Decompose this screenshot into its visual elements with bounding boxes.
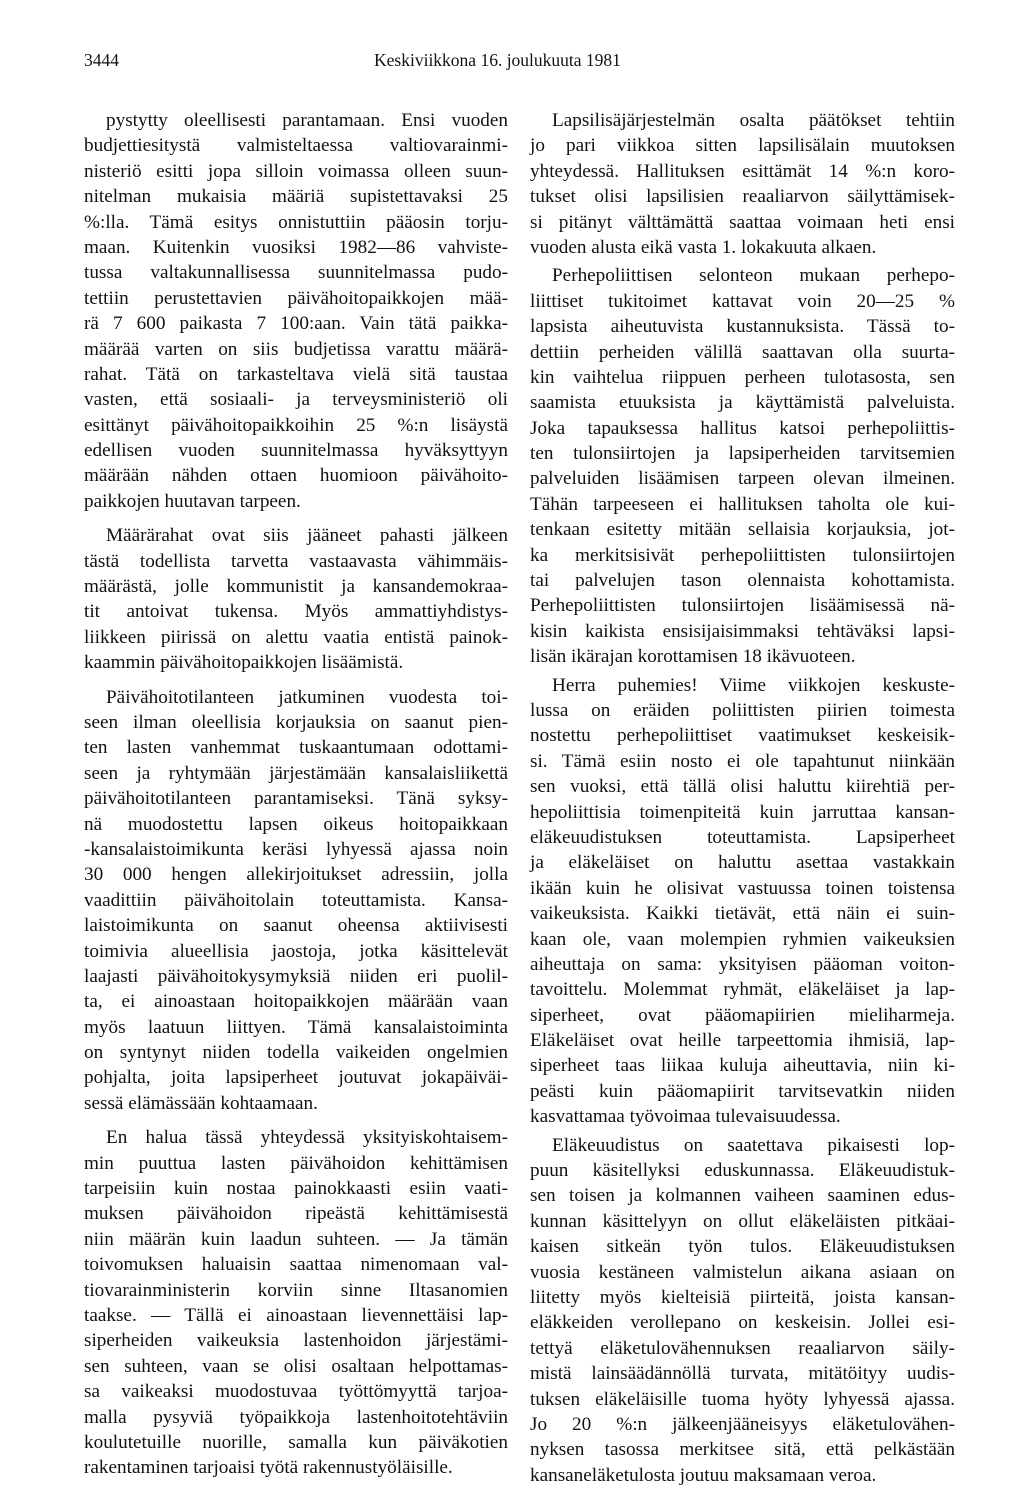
text-line: aiheuttaja on sama: yksityisen pääoman voiton- <box>530 953 955 975</box>
text-line: nisteriö esitti jopa silloin voimassa olleen suun- <box>84 160 508 182</box>
text-line: Herra puhemies! Viime viikkojen keskuste- <box>552 674 955 696</box>
text-line: muksen päivähoidon ripeästä kehittämisestä <box>84 1203 508 1225</box>
text-line: ta, ei ainoastaan hoitopaikkojen määrään vaan <box>84 991 508 1013</box>
text-line: si. Tämä esiin nosto ei ole tapahtunut niinkään <box>530 750 955 772</box>
text-line: maan. Kuitenkin vuosiksi 1982—86 vahviste- <box>84 236 508 258</box>
paragraph <box>84 523 508 675</box>
text-line: Lapsilisäjärjestelmän osalta päätökset tehtiin <box>552 110 955 131</box>
text-line: liitetty myös kielteisiä piirteitä, joista kansan- <box>530 1286 955 1308</box>
text-line: kunnan käsittelyyn on ollut eläkeläisten pitkäai- <box>530 1210 955 1232</box>
text-line: ikään kuin he olisivat vastuussa toinen toistensa <box>530 877 955 899</box>
text-line: tarpeisiin kuin nostaa painokkaasti esiin vaati- <box>84 1178 508 1200</box>
text-line: vaikeuksista. Kaikki tietävät, että näin ei suin- <box>530 903 955 925</box>
text-line: ten tulonsiirtojen ja lapsiperheiden tarvitsemien <box>530 443 955 465</box>
text-line: Perhepoliittisen selonteon mukaan perhepo- <box>552 265 955 287</box>
text-line: tenkaan esitetty mitään sellaisia korjauksia, jot- <box>530 519 955 541</box>
text-line: 30 000 hengen allekirjoitukset adressiin, jolla <box>84 864 508 886</box>
text-line: paikkojen huutavan tarpeen. <box>84 490 301 512</box>
text-line: pystytty oleellisesti parantamaan. Ensi vuoden <box>106 110 508 131</box>
text-line: tit antoivat tukensa. Myös ammattiyhdistys- <box>84 601 508 623</box>
text-line: nyksen tasossa merkitsee sitä, että pelkästään <box>530 1439 955 1461</box>
text-line: saamista etuuksista ja käyttämistä palveluista. <box>530 392 955 414</box>
text-line: ten lasten vanhemmat tuskaantumaan odottami- <box>84 737 508 759</box>
text-line: Joka tapauksessa hallitus katsoi perhepoliittis- <box>530 417 955 439</box>
text-line: päivähoitotilanteen parantamiseksi. Tänä syksy- <box>84 788 508 810</box>
page-number: 3444 <box>84 50 119 70</box>
text-line: Jo 20 %:n jälkeenjääneisyys eläketulovähen- <box>530 1413 955 1435</box>
paragraph <box>530 673 955 1130</box>
text-line: %:lla. Tämä esitys onnistuttiin pääosin torju- <box>84 211 508 233</box>
text-line: laajasti päivähoitokysymyksiä niiden eri puolil- <box>84 965 508 987</box>
text-line: liikkeen piirissä on alettu vaatia entistä painok- <box>84 626 508 648</box>
text-line: myös laatuun liittyen. Tämä kansalaistoiminta <box>84 1016 508 1038</box>
text-line: sen vuoksi, että tällä olisi haluttu kiirehtiä per- <box>530 776 955 798</box>
text-line: vuoden alusta eikä vasta 1. lokakuuta alkaen. <box>530 236 877 258</box>
text-line: taakse. — Tällä ei ainoastaan lievennettäisi lap- <box>84 1304 508 1326</box>
text-line: nitelman mukaisia määriä supistettavaksi 25 <box>84 186 508 208</box>
paragraph <box>84 685 508 1117</box>
text-line: liittiset tukitoimet kattavat voin 20—25 % <box>530 290 955 312</box>
text-line: ja eläkeläiset on haluttu asettaa vastakkain <box>530 852 955 874</box>
text-line: seen ja ryhtymään järjestämään kansalaisliikettä <box>84 762 508 784</box>
text-line: määrään nähden ottaen huomioon päivähoito- <box>84 465 508 487</box>
text-line: sen toisen ja kolmannen vaiheen saaminen edus- <box>530 1185 955 1207</box>
text-line: malla pysyviä työpaikkoja lastenhoitotehtäviin <box>84 1406 508 1428</box>
text-line: eläkeuudistuksen toteuttamista. Lapsiperheet <box>530 826 955 848</box>
text-line: En halua tässä yhteydessä yksityiskohtaisem- <box>106 1127 508 1149</box>
text-line: määrää varten on siis budjetissa varattu määrä- <box>84 338 508 360</box>
text-line: seen ilman oleellisia korjauksia on saanut pien- <box>84 711 508 733</box>
text-line: kansaneläketulosta joutuu maksamaan veroa. <box>530 1464 877 1486</box>
text-line: lussa on eräiden poliittisten piirien toimesta <box>530 699 955 721</box>
text-line: edellisen vuoden suunnitelmassa hyväksyttyyn <box>84 440 508 462</box>
text-line: tai palvelujen tason olennaista kohottamista. <box>530 570 955 592</box>
paragraph <box>530 1133 955 1488</box>
text-line: laistoimikunta on saanut oheensa aktiivisesti <box>84 915 508 937</box>
text-line: esittänyt päivähoitopaikkoihin 25 %:n lisäystä <box>84 414 508 436</box>
paragraph <box>84 1125 508 1480</box>
text-line: siperheet, ovat pääomapiirien mieliharmeja. <box>530 1004 955 1026</box>
text-line: dettiin perheiden välillä saattavan olla suurta- <box>530 341 955 363</box>
text-line: on syntynyt niiden todella vaikeiden ongelmien <box>84 1042 508 1064</box>
text-line: vuosia kestäneen valmistelun aikana asiaan on <box>530 1261 955 1283</box>
text-line: Tähän tarpeeseen ei hallituksen taholta ole kui- <box>530 493 955 515</box>
running-head: Keskiviikkona 16. joulukuuta 1981 <box>374 50 621 70</box>
text-line: Eläkeläiset ovat heille tarpeettomia ihmisiä, lap- <box>530 1030 955 1052</box>
text-line: eläkkeiden verollepano on keskeisin. Jollei esi- <box>530 1312 955 1334</box>
right-column <box>530 108 955 1488</box>
text-line: nostettu perhepoliittiset vaatimukset keskeisik- <box>530 725 955 747</box>
text-line: kaan ole, vaan molempien ryhmien vaikeuksien <box>530 928 955 950</box>
text-line: mistä lainsäädännöllä turvata, mitätöityy uudis- <box>530 1363 955 1385</box>
text-line: tästä todellista tarvetta vastaavasta vähimmäis- <box>84 550 508 572</box>
text-line: tettiin perustettavien päivähoitopaikkojen mää- <box>84 287 508 309</box>
text-line: siperheet taas liikaa kuluja aiheuttavia, niin ki- <box>530 1055 955 1077</box>
text-line: toimivia alueellisia jaostoja, jotka käsittelevät <box>84 940 508 962</box>
text-line: si pitänyt välttämättä saattaa voimaan heti ensi <box>530 211 955 233</box>
page-header <box>84 50 956 78</box>
text-line: vaadittiin päivähoitolain toteuttamista. Kansa- <box>84 889 508 911</box>
text-line: tettyä eläketulovähennuksen reaaliarvon säily- <box>530 1337 955 1359</box>
paragraph <box>530 263 955 669</box>
text-line: tiovarainministerin korviin sinne Iltasanomien <box>84 1279 508 1301</box>
text-line: lisän ikärajan korottamisen 18 ikävuoteen. <box>530 646 856 668</box>
text-line: ka merkitsisivät perhepoliittisten tulonsiirtojen <box>530 544 955 566</box>
text-line: kaammin päivähoitopaikkojen lisäämistä. <box>84 652 404 674</box>
text-line: kasvattamaa työvoimaa tulevaisuudessa. <box>530 1106 841 1128</box>
text-line: kaisen sitkeän työn tulos. Eläkeuudistuksen <box>530 1236 955 1258</box>
text-line: siperheiden vaikeuksia lastenhoidon järjestämi- <box>84 1330 508 1352</box>
text-line: Eläkeuudistus on saatettava pikaisesti lop- <box>552 1134 955 1156</box>
text-line: kisin kaikista ensisijaisimmaksi tehtäväksi lapsi- <box>530 620 955 642</box>
paragraph <box>84 108 508 514</box>
text-line: määrästä, jolle kommunistit ja kansandemokraa- <box>84 576 508 598</box>
left-column <box>84 108 508 1481</box>
text-line: budjettiesitystä valmisteltaessa valtiovarainmi- <box>84 135 508 157</box>
text-line: jo pari viikkoa sitten lapsilisälain muutoksen <box>530 135 955 157</box>
text-line: kin vaihtelua riippuen perheen tulotasosta, sen <box>530 366 955 388</box>
text-line: koulutetuille nuorille, samalla kun päiväkotien <box>84 1431 508 1453</box>
text-line: pohjalta, joita lapsiperheet joutuvat jokapäiväi- <box>84 1067 508 1089</box>
text-line: sa vaikeaksi muodostuvaa työttömyyttä tarjoa- <box>84 1381 508 1403</box>
text-line: toivomuksen haluaisin saattaa nimenomaan val- <box>84 1254 508 1276</box>
text-line: Perhepoliittisten tulonsiirtojen lisäämisessä nä- <box>530 595 955 617</box>
text-line: hepoliittisia toimenpiteitä kuin jarruttaa kansan- <box>530 801 955 823</box>
text-line: min puuttua lasten päivähoidon kehittämisen <box>84 1152 508 1174</box>
text-line: puun käsitellyksi eduskunnassa. Eläkeuudistuk- <box>530 1160 955 1182</box>
text-line: vasten, että sosiaali- ja terveysministeriö oli <box>84 389 508 411</box>
text-line: tukset olisi lapsilisien reaaliarvon säilyttämisek- <box>530 186 955 208</box>
text-line: sen suhteen, vaan se olisi osaltaan helpottamas- <box>84 1355 508 1377</box>
text-line: -kansalaistoimikunta keräsi lyhyessä ajassa noin <box>84 838 508 860</box>
text-line: tuksen eläkeläisille tuoma hyöty lyhyessä ajassa. <box>530 1388 955 1410</box>
text-line: Määrärahat ovat siis jääneet pahasti jälkeen <box>106 525 508 547</box>
text-line: niin määrän kuin laadun suhteen. — Ja tämän <box>84 1228 508 1250</box>
text-line: sessä elämässään kohtaamaan. <box>84 1092 318 1114</box>
text-line: nä muodostettu lapsen oikeus hoitopaikkaan <box>84 813 508 835</box>
text-line: Päivähoitotilanteen jatkuminen vuodesta toi- <box>106 686 508 708</box>
text-line: tussa valtakunnallisessa suunnitelmassa pudo- <box>84 262 508 284</box>
text-line: peästi kuin pääomapiirit tarvitsevatkin niiden <box>530 1080 955 1102</box>
text-line: rä 7 600 paikasta 7 100:aan. Vain tätä paikka- <box>84 313 508 335</box>
text-line: rakentaminen tarjoaisi työtä rakennustyöläisille. <box>84 1457 453 1479</box>
text-line: yhteydessä. Hallituksen esittämät 14 %:n koro- <box>530 160 955 182</box>
paragraph <box>530 108 955 260</box>
text-line: lapsista aiheutuvista kustannuksista. Tässä to- <box>530 316 955 338</box>
text-line: tavoittelu. Molemmat ryhmät, eläkeläiset ja lap- <box>530 979 955 1001</box>
text-line: palveluiden lisäämisen tarpeen olevan ilmeinen. <box>530 468 955 490</box>
text-line: rahat. Tätä on tarkasteltava vielä sitä taustaa <box>84 363 508 385</box>
